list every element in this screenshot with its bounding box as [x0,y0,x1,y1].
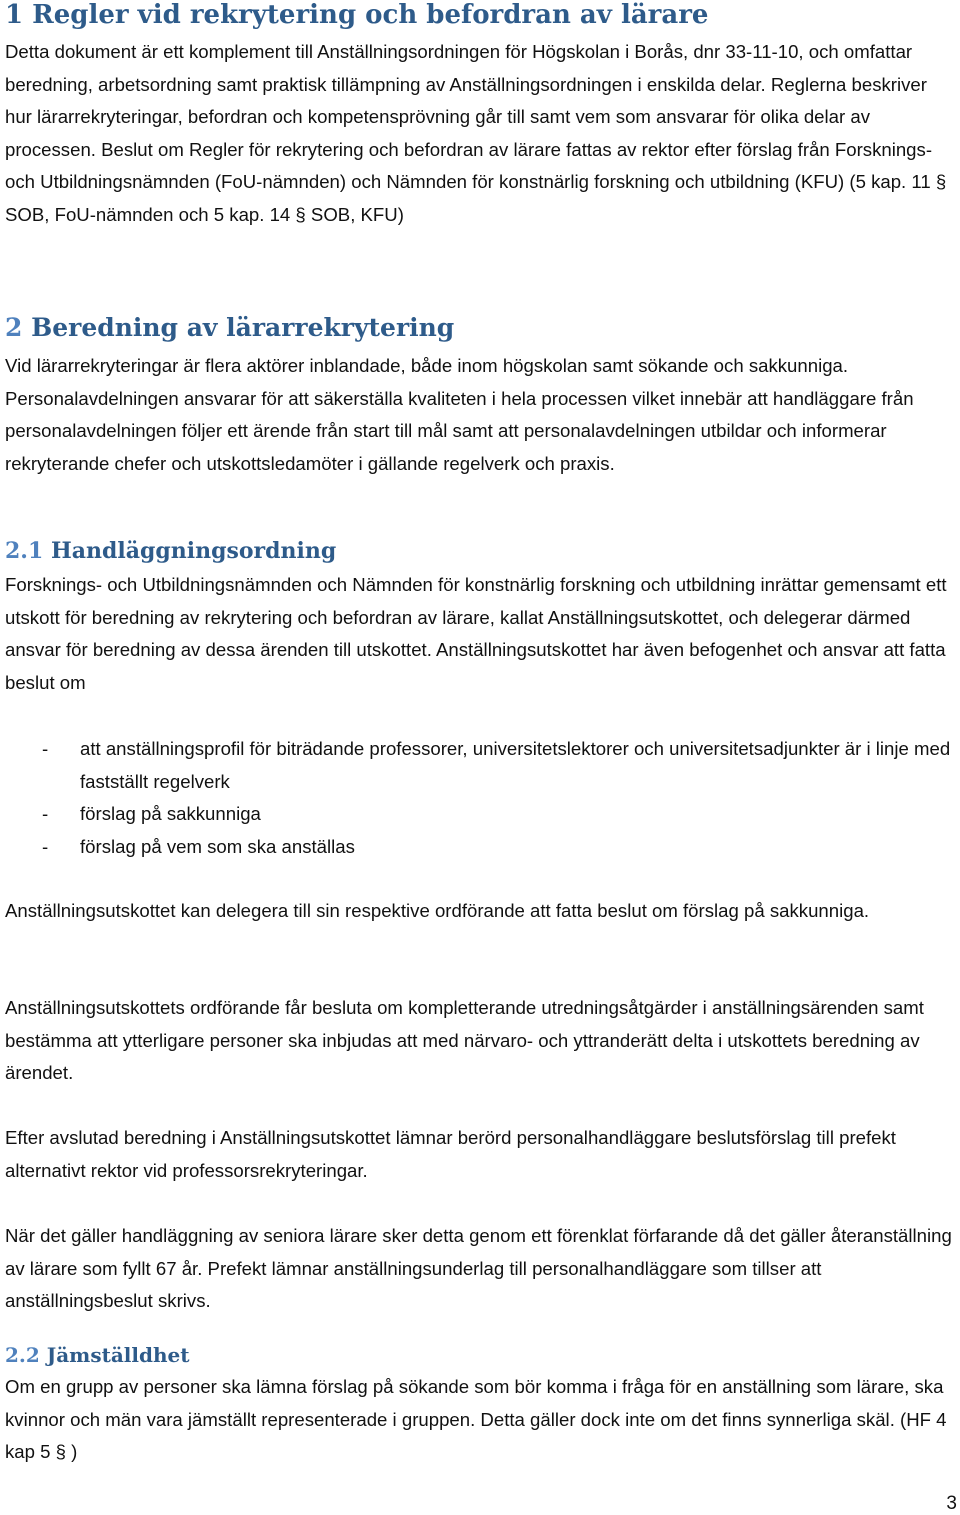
list-item-text: förslag på vem som ska anställas [80,835,355,857]
section-2-1-heading [5,536,336,566]
list-item [5,733,957,798]
section-2-2-paragraph: Om en grupp av personer ska lämna förslag på sökande som bör komma i fråga för en anställning som lärare, ska kvinnor och män vara jämställt representerade i gruppen. Detta gäller dock inte om det finns synnerliga skäl. (HF 4 kap 5 § ) [5,1376,947,1462]
list-bullet: - [42,803,49,824]
section-2-title: Beredning av lärarrekrytering [22,313,455,342]
chair-paragraph-block [5,992,957,1090]
section-2-paragraph: Vid lärarrekryteringar är flera aktörer inblandade, både inom högskolan samt sökande och sakkunniga. Personalavdelningen ansvarar för att säkerställa kvaliteten i hela processen vilket innebär att handläggare från personalavdelningen följer ett ärende från start till mål samt att personalavdelningen utbildar och informerar rekryterande chefer och utskottsledamöter i gällande regelverk och praxis. [5,355,914,474]
section-2-2-body [5,1371,957,1469]
delegate-paragraph: Anställningsutskottet kan delegera till sin respektive ordförande att fatta beslut om förslag på sakkunniga. [5,900,870,921]
section-2-2-number: 2.2 [5,1343,40,1367]
section-1-intro-text: Detta dokument är ett komplement till Anställningsordningen för Högskolan i Borås, dnr 33-11-10, och omfattar beredning, arbetsordning samt praktisk tillämpning av Anställningsordningen i enskilda delar. Reglerna beskriver hur lärarrekryteringar, befordran och kompetensprövning går till samt vem som ansvarar för olika delar av processen. [5,41,927,160]
section-1-heading: 1 Regler vid rekrytering och befordran av lärare [5,0,709,30]
section-2-1-intro [5,569,957,699]
after-paragraph-block [5,1122,957,1187]
list-item [5,831,957,864]
list-bullet: - [42,835,49,857]
section-2-2-title: Jämställdhet [39,1343,190,1367]
list-item-text: att anställningsprofil för biträdande professorer, universitetslektorer och universitetsadjunkter är i linje med fastställt regelverk [80,738,951,792]
list-bullet: - [42,738,49,759]
section-1-body [5,36,957,231]
page-number: 3 [946,1493,957,1514]
section-2-number: 2 [5,313,23,342]
senior-paragraph: När det gäller handläggning av seniora lärare sker detta genom ett förenklat förfarande då det gäller återanställning av lärare som fyllt 67 år. Prefekt lämnar anställningsunderlag till personalhandläggare som tillser att anställningsbeslut skrivs. [5,1225,952,1311]
section-2-heading [5,312,454,344]
section-1-paragraph [5,36,957,231]
section-2-1-title: Handläggningsordning [43,538,337,564]
section-2-1-intro-paragraph: Forsknings- och Utbildningsnämnden och Nämnden för konstnärlig forskning och utbildning inrättar gemensamt ett utskott för beredning av rekrytering och befordran av lärare, kallat Anställningsutskottet, och delegerar därmed ansvar för beredning av dessa ärenden till utskottet. Anställningsutskottet har även befogenhet och ansvar att fatta beslut om [5,574,947,693]
after-paragraph: Efter avslutad beredning i Anställningsutskottet lämnar berörd personalhandläggare beslutsförslag till prefekt alternativt rektor vid professorsrekryteringar. [5,1127,896,1181]
section-1-decision-text: Beslut om Regler för rekrytering och befordran av lärare fattas av rektor efter förslag från Forsknings- och Utbildningsnämnden (FoU-nämnden) och Nämnden för konstnärlig forskning och utbildning (KFU) (5 kap. 11 § SOB, FoU-nämnden och 5 kap. 14 § SOB, KFU) [5,138,947,225]
list-item [5,798,957,831]
delegate-paragraph-block [5,895,957,928]
chair-paragraph: Anställningsutskottets ordförande får besluta om kompletterande utredningsåtgärder i anställningsärenden samt bestämma att ytterligare personer ska inbjudas att med närvaro- och yttranderätt delta i utskottets beredning av ärendet. [5,997,924,1083]
list-item-text: förslag på sakkunniga [80,803,261,824]
senior-paragraph-block [5,1220,957,1318]
section-2-body [5,350,957,480]
section-2-1-number: 2.1 [5,538,44,564]
decision-list [5,733,957,863]
section-2-2-heading [5,1340,189,1370]
